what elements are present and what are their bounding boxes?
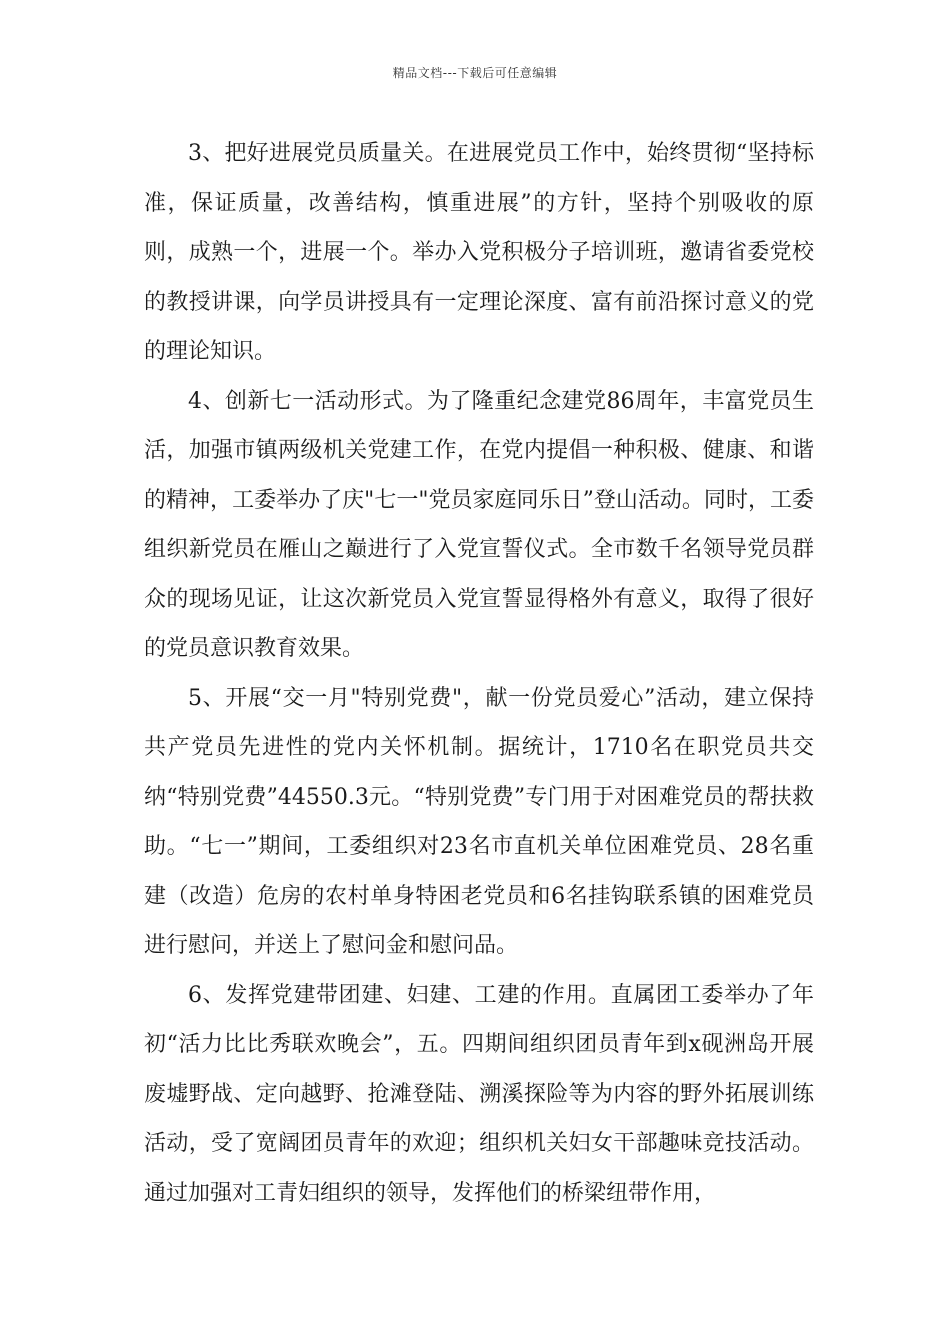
document-body xyxy=(144,129,814,1218)
paragraph-item-3: 3、把好进展党员质量关。在进展党员工作中，始终贯彻“坚持标准，保证质量，改善结构，慎重进展”的方针，坚持个别吸收的原则，成熟一个，进展一个。举办入党积极分子培训班，邀请省委党校的教授讲课，向学员讲授具有一定理论深度、富有前沿探讨意义的党的理论知识。 xyxy=(144,141,814,364)
paragraph-item-5: 5、开展“交一月"特别党费"，献一份党员爱心”活动，建立保持共产党员先进性的党内关怀机制。据统计，1710名在职党员共交纳“特别党费”44550.3元。“特别党费”专门用于对困难党员的帮扶救助。“七一”期间，工委组织对23名市直机关单位困难党员、28名重建（改造）危房的农村单身特困老党员和6名挂钩联系镇的困难党员进行慰问，并送上了慰问金和慰问品。 xyxy=(144,685,814,958)
page-header: 精品文档---下载后可任意编辑 xyxy=(392,66,558,80)
paragraph-item-4: 4、创新七一活动形式。为了隆重纪念建党86周年，丰富党员生活，加强市镇两级机关党建工作，在党内提倡一种积极、健康、和谐的精神，工委举办了庆"七一"党员家庭同乐日”登山活动。同时，工委组织新党员在雁山之巅进行了入党宣誓仪式。全市数千名领导党员群众的现场见证，让这次新党员入党宣誓显得格外有意义，取得了很好的党员意识教育效果。 xyxy=(144,388,814,661)
paragraph-item-6: 6、发挥党建带团建、妇建、工建的作用。直属团工委举办了年初“活力比比秀联欢晚会”，五。四期间组织团员青年到x砚洲岛开展废墟野战、定向越野、抢滩登陆、溯溪探险等为内容的野外拓展训练活动，受了宽阔团员青年的欢迎；组织机关妇女干部趣味竞技活动。通过加强对工青妇组织的领导，发挥他们的桥梁纽带作用， xyxy=(144,982,814,1206)
